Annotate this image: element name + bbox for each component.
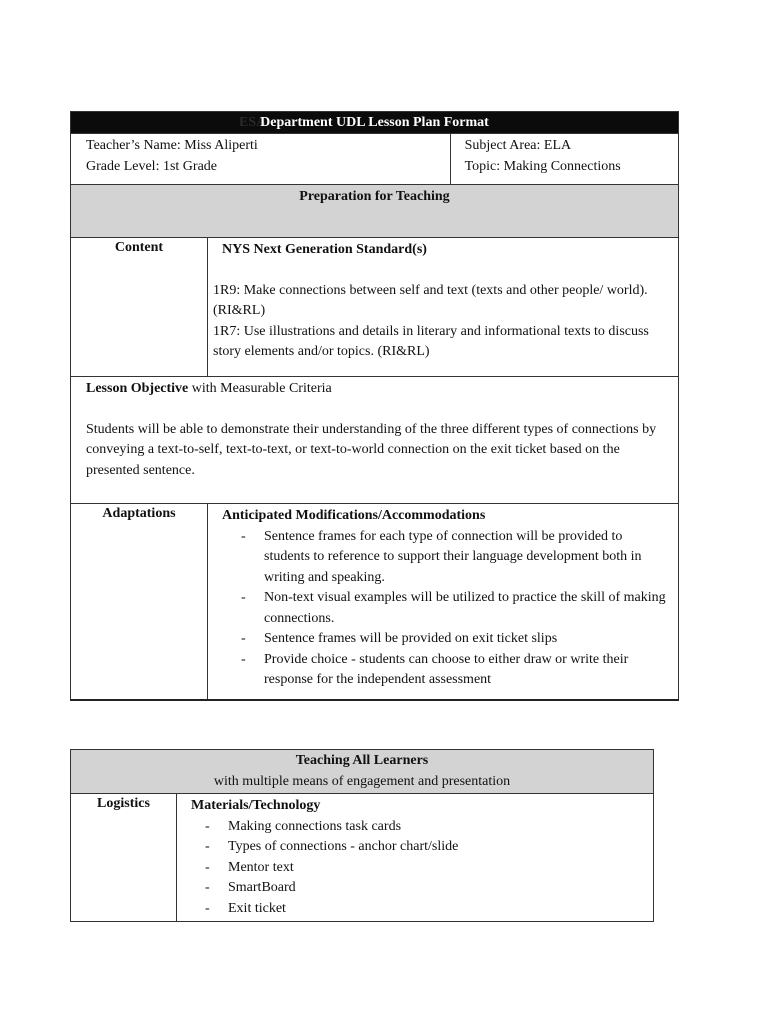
- teacher-name: Teacher’s Name: Miss Aliperti: [86, 138, 258, 153]
- title-ghost-text: ESA: [239, 115, 267, 130]
- teaching-heading-cell: [71, 750, 654, 794]
- list-item: - SmartBoard: [177, 878, 643, 899]
- standard-1r7: 1R7: Use illustrations and details in literary and informational texts to discuss story elements and/or topics. (RI&RL): [213, 323, 649, 359]
- objective-heading-rest: with Measurable Criteria: [188, 381, 332, 396]
- adaptations-label: Adaptations: [102, 506, 176, 521]
- topic: Topic: Making Connections: [464, 158, 621, 174]
- materials-heading: Materials/Technology: [191, 798, 321, 813]
- document-title: Department UDL Lesson Plan Format: [260, 115, 489, 130]
- list-item: - Mentor text: [177, 858, 643, 879]
- content-label: Content: [114, 240, 164, 255]
- subject-info-cell: [450, 134, 678, 185]
- standards-heading: NYS Next Generation Standard(s): [222, 242, 427, 257]
- logistics-label-cell: [71, 794, 177, 922]
- content-label-cell: [71, 238, 208, 377]
- adaptations-heading: Anticipated Modifications/Accommodations: [222, 508, 486, 523]
- list-item: - Provide choice - students can choose to either draw or write their response for the independent assessment: [213, 650, 666, 691]
- list-item: - Sentence frames will be provided on exit ticket slips: [213, 629, 666, 650]
- list-item: - Exit ticket: [177, 899, 643, 920]
- teacher-info-cell: [71, 134, 451, 185]
- standard-1r9: 1R9: Make connections between self and text (texts and other people/ world). (RI&RL): [213, 282, 648, 318]
- objective-heading-bold: Lesson Objective: [86, 381, 189, 396]
- preparation-heading: Preparation for Teaching: [299, 189, 450, 204]
- grade-level: Grade Level: 1st Grade: [86, 158, 217, 174]
- subject-area: Subject Area: ELA: [464, 138, 572, 153]
- objective-heading: [86, 379, 658, 400]
- materials-cell: [177, 794, 654, 922]
- logistics-label: Logistics: [97, 796, 150, 811]
- objective-text: Students will be able to demonstrate their understanding of the three different types of connections by conveying a text-to-self, text-to-text, or text-to-world connection on the exit ticket based on the presented sentence.: [86, 421, 657, 478]
- teaching-heading: Teaching All Learners: [295, 753, 429, 768]
- list-item: - Non-text visual examples will be utilized to practice the skill of making connections.: [213, 588, 666, 629]
- list-item: - Sentence frames for each type of connection will be provided to students to reference to support their language development both in writing and speaking.: [213, 527, 666, 589]
- content-cell: [208, 238, 679, 377]
- teaching-subheading: with multiple means of engagement and presentation: [213, 773, 511, 789]
- list-item: - Making connections task cards: [177, 817, 643, 838]
- teaching-all-learners-table: [70, 749, 654, 922]
- list-item: - Types of connections - anchor chart/slide: [177, 837, 643, 858]
- adaptations-cell: [208, 504, 679, 700]
- preparation-heading-cell: [71, 185, 679, 238]
- objective-cell: [71, 377, 679, 504]
- adaptations-list: [213, 527, 666, 691]
- lesson-plan-table: [70, 111, 679, 701]
- materials-list: [177, 817, 643, 920]
- adaptations-label-cell: [71, 504, 208, 700]
- title-bar: [71, 112, 679, 134]
